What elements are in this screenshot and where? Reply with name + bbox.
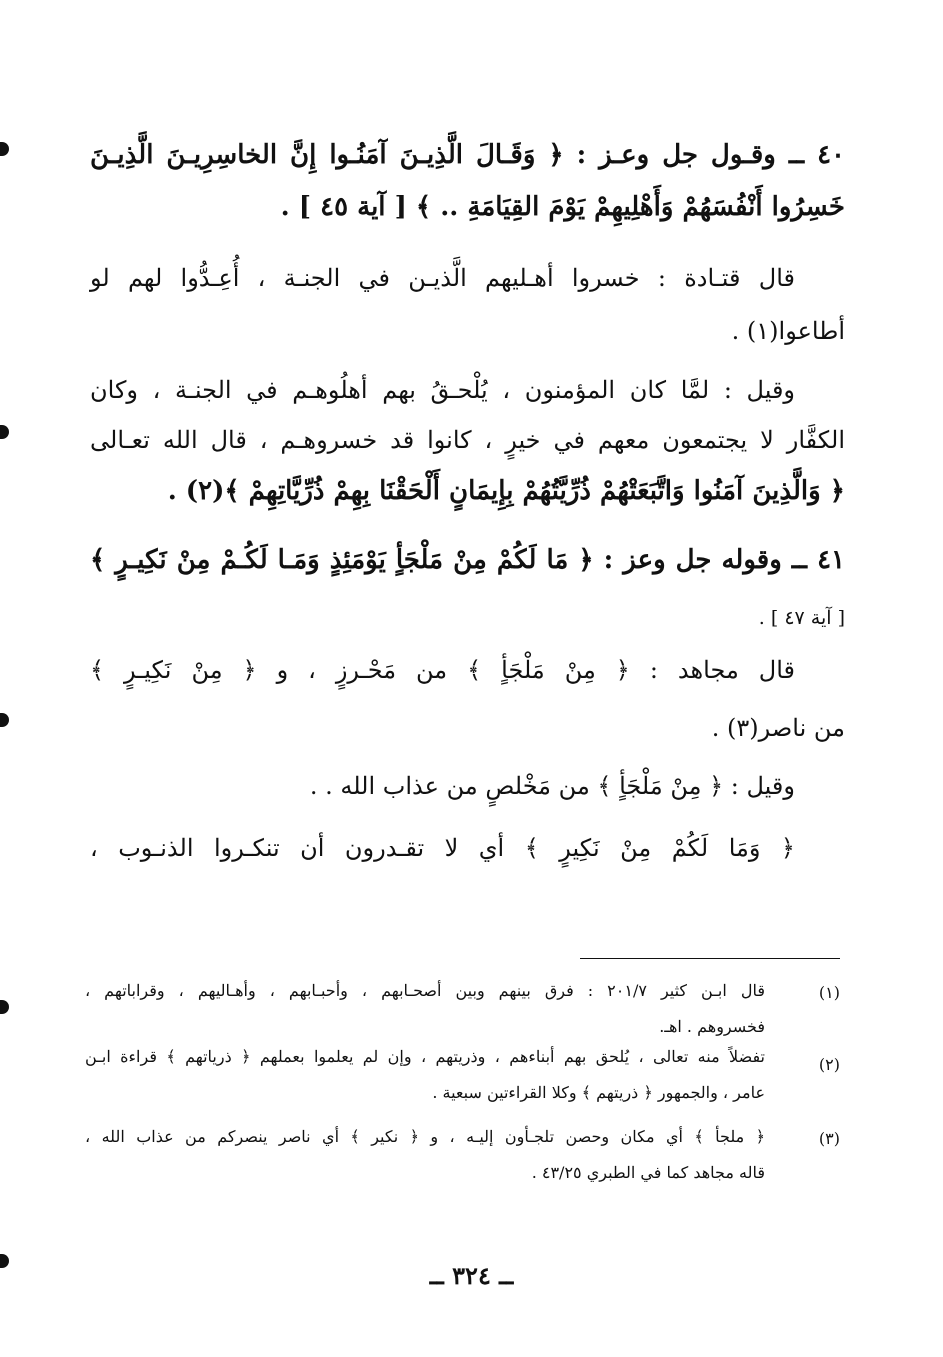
verse-41-line-1: ٤١ ــ وقوله جل وعز : ﴿ مَا لَكُمْ مِنْ مَلْجَأٍ يَوْمَئِذٍ وَمَـا لَكُـمْ مِنْ نَكِيـرٍ ﴾ [90, 545, 845, 575]
footnote-separator [580, 958, 840, 959]
footnote-number: (٣) [818, 1129, 840, 1148]
qila-line-2: الكفَّار لا يجتمعون معهم في خيرٍ ، كانوا قد خسروهـم ، قال الله تعـالى [90, 426, 845, 454]
quran-quote-line: ﴿ وَالَّذِينَ آمَنُوا وَاتَّبَعَتْهُمْ ذُرِّيَّتُهُمْ بِإِيمَانٍ أَلْحَقْنَا بِهِمْ ذُرِّيَّاتِهِمْ ﴾(٢) . [167, 476, 845, 506]
footnote-2-line-1: تفضلاً منه تعالى ، يُلحق بهم أبناءهم ، وذريتهم ، وإن لم يعلموا بعملهم ﴿ ذرياتهم ﴾ قراءة ابـن [85, 1047, 765, 1066]
footnote-number: (١) [818, 983, 840, 1002]
qila-line-1: وقيل : لمَّا كان المؤمنون ، يُلْحـقُ بهم أهلُوهـم في الجنـة ، وكان [90, 376, 795, 404]
mujahid-line-1: قال مجاهد : ﴿ مِنْ مَلْجَأٍ ﴾ من مَحْـرزٍ ، و ﴿ مِنْ نَكِيـرٍ ﴾ [90, 656, 795, 684]
verse-40-line-2: خَسِرُوا أَنْفُسَهُمْ وَأَهْلِيهِمْ يَوْمَ القِيَامَةِ .. ﴾ [ آية ٤٥ ] . [280, 192, 845, 222]
footnote-2-line-2: عامر ، والجمهور ﴿ ذريتهم ﴾ وكلا القراءتين سبعية . [432, 1083, 765, 1102]
verse-40-line-1: ٤٠ ــ وقـول جل وعـز : ﴿ وَقَـالَ الَّذِيـنَ آمَنُـوا إِنَّ الخاسِرِيـنَ الَّذِيـنَ [90, 140, 845, 170]
footnote-1-line-1: قال ابـن كثير ٢٠١/٧ : فرق بينهم وبين أصحـابهم ، وأحبـابهم ، وأهـاليهم ، وقراباتهم ، [85, 981, 765, 1000]
margin-mark [0, 142, 9, 156]
qila-mulja-line: وقيل : ﴿ مِنْ مَلْجَأٍ ﴾ من مَخْلصٍ من عذاب الله . . [309, 772, 795, 800]
footnote-3-line-1: ﴿ ملجأ ﴾ أي مكان وحصن تلجـأون إليـه ، و ﴿ نكير ﴾ أي ناصر ينصركم من عذاب الله ، [85, 1127, 765, 1146]
qatada-line-2: أطاعوا(١) . [731, 317, 845, 345]
mujahid-line-2: من ناصر(٣) . [711, 714, 845, 742]
footnote-1-line-2: فخسروهم . اهـ. [659, 1017, 765, 1036]
qatada-line-1: قال قتـادة : خسروا أهـليهم الَّذيـن في الجنـة ، أُعِـدُّوا لهم لو [90, 264, 795, 292]
footnote-number: (٢) [818, 1055, 840, 1074]
margin-mark [0, 1000, 9, 1014]
margin-mark [0, 713, 9, 727]
margin-mark [0, 425, 9, 439]
page-number: ــ ٣٢٤ ــ [429, 1261, 514, 1290]
nakir-line: ﴿ وَمَا لَكُمْ مِنْ نَكِيرٍ ﴾ أي لا تقـدرون أن تنكـروا الذنـوب ، [90, 834, 795, 862]
verse-41-line-2: [ آية ٤٧ ] . [758, 607, 845, 629]
footnote-3-line-2: قاله مجاهد كما في الطبري ٤٣/٢٥ . [531, 1163, 765, 1182]
